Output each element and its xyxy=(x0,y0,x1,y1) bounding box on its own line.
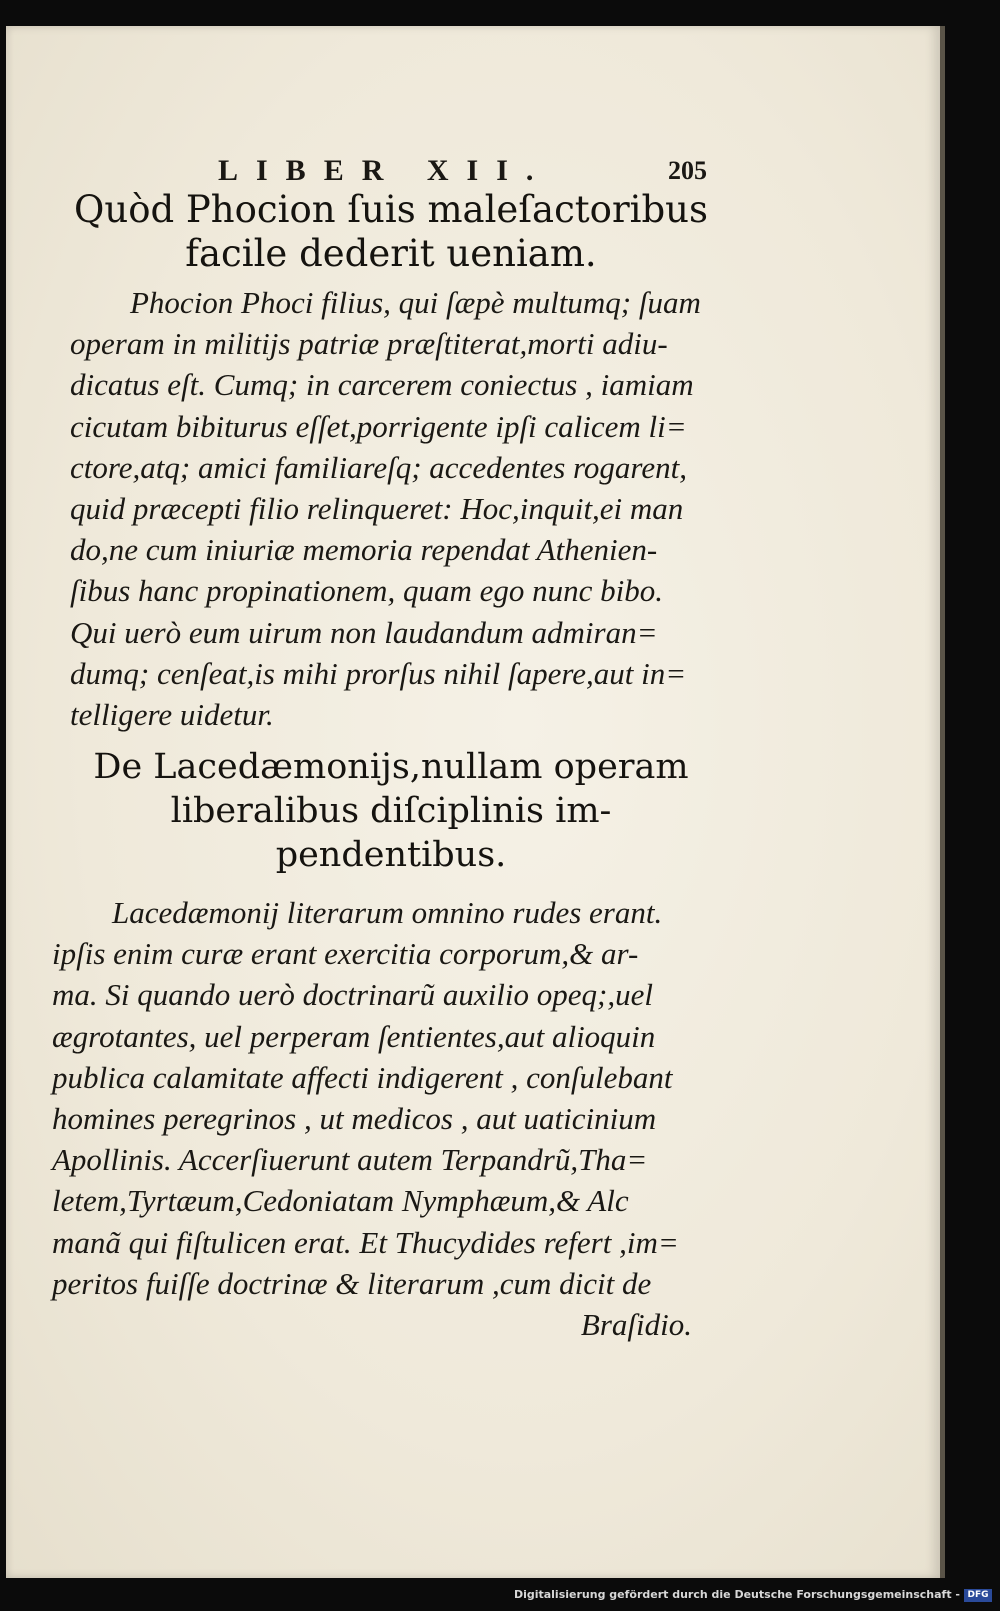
catchword: Braſidio. xyxy=(580,1307,692,1343)
text-line: Lacedæmonij literarum omnino rudes erant. xyxy=(112,895,663,930)
text-line: dumq; cenſeat,is mihi prorſus nihil ſapere,aut in= xyxy=(70,655,687,691)
text-line: operam in militijs patriæ præſtiterat,morti adiu- xyxy=(70,326,668,362)
text-line: ipſis enim curæ erant exercitia corporum,& ar- xyxy=(52,936,639,972)
heading-line: liberalibus diſciplinis im- xyxy=(170,790,612,831)
text-line: Phocion Phoci filius, qui ſæpè multumq; ſuam xyxy=(130,285,701,320)
text-line: homines peregrinos , ut medicos , aut uaticinium xyxy=(52,1101,657,1137)
dfg-logo: DFG xyxy=(964,1589,992,1602)
heading-line: Quòd Phocion ſuis maleſactoribus xyxy=(74,188,708,231)
text-line: quid præcepti filio relinqueret: Hoc,inquit,ei man xyxy=(70,491,684,527)
text-line: ma. Si quando uerò doctrinarũ auxilio opeq;,uel xyxy=(52,977,653,1013)
text-line: Qui uerò eum uirum non laudandum admiran= xyxy=(70,614,658,650)
text-line: do,ne cum iniuriæ memoria rependat Athenien- xyxy=(70,532,658,568)
chapter-body xyxy=(70,282,701,735)
text-line: publica calamitate affecti indigerent , conſulebant xyxy=(52,1059,673,1095)
funding-credit: Digitalisierung gefördert durch die Deutsche Forschungsgemeinschaft - xyxy=(513,1588,960,1601)
heading-line: pendentibus. xyxy=(275,834,507,875)
heading-line: De Lacedæmonijs,nullam operam xyxy=(93,747,689,787)
text-line: cicutam bibiturus eſſet,porrigente ipſi calicem li= xyxy=(70,408,687,444)
chapter-body xyxy=(52,892,692,1345)
text-line: peritos fuiſſe doctrinæ & literarum ,cum dicit de xyxy=(52,1265,652,1301)
text-line: letem,Tyrtæum,Cedoniatam Nymphæum,& Alc xyxy=(52,1183,629,1219)
text-line: dicatus eſt. Cumq; in carcerem coniectus , iamiam xyxy=(70,367,694,403)
page-edge xyxy=(940,26,945,1578)
digitization-footer xyxy=(0,1588,1000,1608)
book-label: LIBER XII. xyxy=(218,154,552,187)
text-line: manã qui fiſtulicen erat. Et Thucydides refert ,im= xyxy=(52,1224,679,1260)
text-line: ſibus hanc propinationem, quam ego nunc bibo. xyxy=(70,573,663,609)
book-page xyxy=(6,26,940,1578)
text-line: ægrotantes, uel perperam ſentientes,aut alioquin xyxy=(52,1018,656,1054)
text-line: Apollinis. Accerſiuerunt autem Terpandrũ,Tha= xyxy=(52,1142,648,1178)
text-line: telligere uidetur. xyxy=(70,697,274,733)
chapter-heading xyxy=(66,746,716,877)
chapter-heading xyxy=(66,188,716,277)
page-number: 205 xyxy=(668,156,707,185)
text-line: ctore,atq; amici familiareſq; accedentes rogarent, xyxy=(70,449,687,485)
heading-line: facile dederit ueniam. xyxy=(185,232,597,276)
